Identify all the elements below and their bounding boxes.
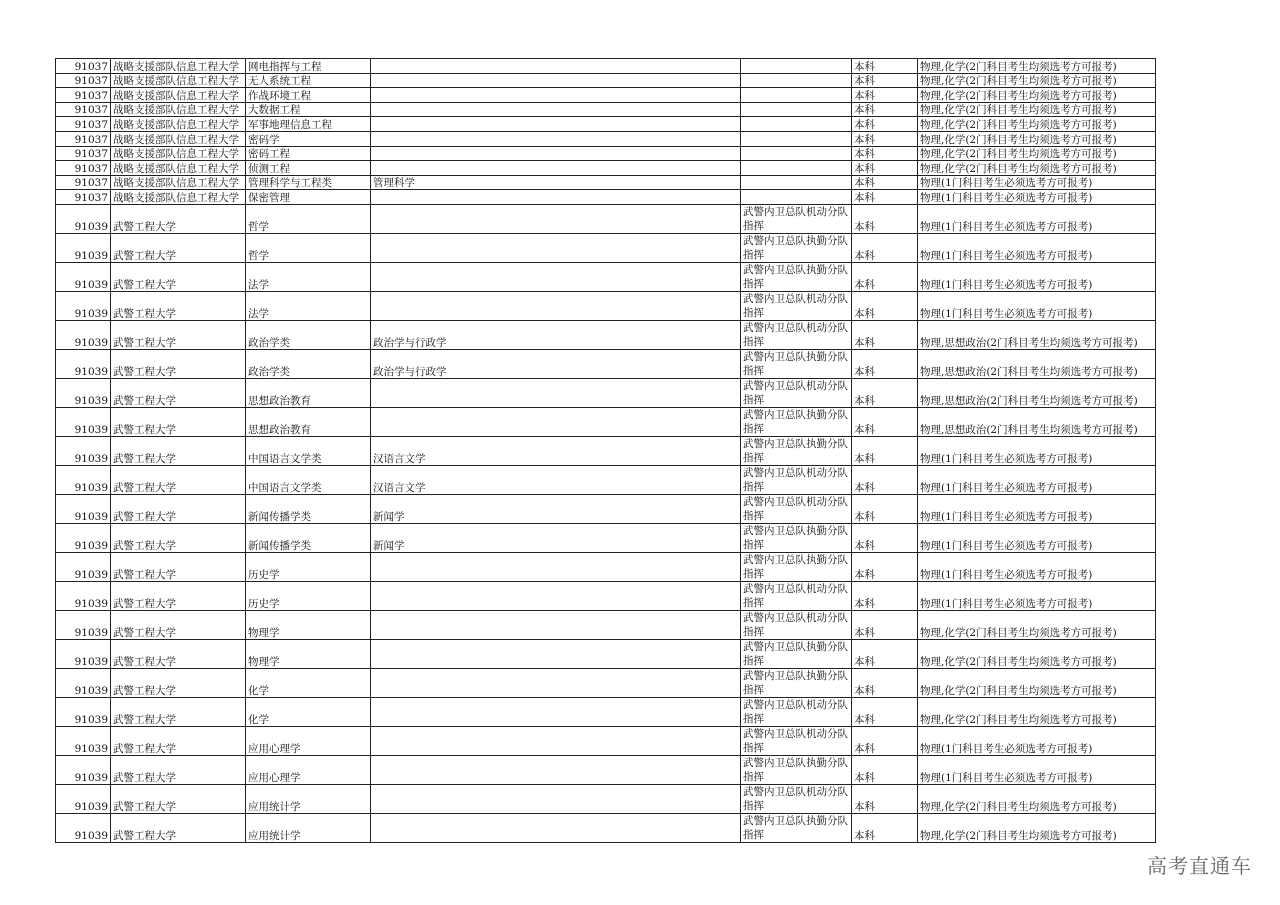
table-row (56, 726, 1156, 755)
requirement-cell: 物理(1门科目考生必须选考方可报考) (918, 436, 1156, 465)
level-cell: 本科 (852, 131, 918, 146)
requirement-cell: 物理(1门科目考生必须选考方可报考) (918, 552, 1156, 581)
requirement-cell: 物理,化学(2门科目考生均须选考方可报考) (918, 639, 1156, 668)
table-row (56, 233, 1156, 262)
table-row (56, 552, 1156, 581)
major-cell (371, 204, 741, 233)
table-row (56, 146, 1156, 161)
school-code-cell: 91037 (56, 73, 111, 88)
school-code-cell: 91039 (56, 610, 111, 639)
major-cell: 管理科学 (371, 175, 741, 190)
school-name-cell: 武警工程大学 (111, 378, 246, 407)
school-code-cell: 91039 (56, 204, 111, 233)
level-cell: 本科 (852, 233, 918, 262)
level-cell: 本科 (852, 523, 918, 552)
table-row (56, 639, 1156, 668)
unit-cell (741, 102, 852, 117)
school-code-cell: 91039 (56, 581, 111, 610)
school-code-cell: 91039 (56, 349, 111, 378)
level-cell: 本科 (852, 639, 918, 668)
major-cell (371, 697, 741, 726)
level-cell: 本科 (852, 378, 918, 407)
major-cell (371, 581, 741, 610)
table-row (56, 161, 1156, 176)
school-code-cell: 91039 (56, 262, 111, 291)
category-cell: 物理学 (246, 639, 371, 668)
school-code-cell: 91039 (56, 436, 111, 465)
unit-cell: 武警内卫总队机动分队指挥 (741, 320, 852, 349)
major-cell: 汉语言文学 (371, 436, 741, 465)
unit-cell: 武警内卫总队执勤分队指挥 (741, 407, 852, 436)
unit-cell (741, 131, 852, 146)
major-cell (371, 291, 741, 320)
school-name-cell: 战略支援部队信息工程大学 (111, 190, 246, 205)
requirement-cell: 物理(1门科目考生必须选考方可报考) (918, 233, 1156, 262)
level-cell: 本科 (852, 320, 918, 349)
major-cell (371, 813, 741, 842)
table-row (56, 349, 1156, 378)
category-cell: 政治学类 (246, 320, 371, 349)
major-cell (371, 668, 741, 697)
school-name-cell: 武警工程大学 (111, 349, 246, 378)
unit-cell: 武警内卫总队机动分队指挥 (741, 204, 852, 233)
major-cell (371, 117, 741, 132)
major-cell (371, 378, 741, 407)
category-cell: 无人系统工程 (246, 73, 371, 88)
category-cell: 密码学 (246, 131, 371, 146)
school-code-cell: 91039 (56, 552, 111, 581)
watermark-text: 高考直通车 (1147, 854, 1252, 878)
school-code-cell: 91039 (56, 813, 111, 842)
requirement-cell: 物理(1门科目考生必须选考方可报考) (918, 190, 1156, 205)
school-name-cell: 武警工程大学 (111, 610, 246, 639)
table-row (56, 378, 1156, 407)
requirement-cell: 物理,化学(2门科目考生均须选考方可报考) (918, 73, 1156, 88)
level-cell: 本科 (852, 407, 918, 436)
school-name-cell: 战略支援部队信息工程大学 (111, 88, 246, 103)
school-name-cell: 武警工程大学 (111, 436, 246, 465)
requirement-cell: 物理(1门科目考生必须选考方可报考) (918, 581, 1156, 610)
school-name-cell: 武警工程大学 (111, 784, 246, 813)
table-row (56, 813, 1156, 842)
unit-cell: 武警内卫总队执勤分队指挥 (741, 552, 852, 581)
category-cell: 网电指挥与工程 (246, 59, 371, 74)
table-row (56, 59, 1156, 74)
unit-cell: 武警内卫总队机动分队指挥 (741, 291, 852, 320)
requirement-cell: 物理,化学(2门科目考生均须选考方可报考) (918, 161, 1156, 176)
level-cell: 本科 (852, 117, 918, 132)
table-row (56, 204, 1156, 233)
school-name-cell: 武警工程大学 (111, 697, 246, 726)
school-name-cell: 战略支援部队信息工程大学 (111, 131, 246, 146)
admission-table (55, 58, 1156, 843)
school-name-cell: 武警工程大学 (111, 726, 246, 755)
category-cell: 化学 (246, 668, 371, 697)
category-cell: 哲学 (246, 233, 371, 262)
school-code-cell: 91037 (56, 59, 111, 74)
school-code-cell: 91039 (56, 668, 111, 697)
school-code-cell: 91037 (56, 88, 111, 103)
requirement-cell: 物理,化学(2门科目考生均须选考方可报考) (918, 59, 1156, 74)
table-row (56, 131, 1156, 146)
table-row (56, 102, 1156, 117)
requirement-cell: 物理,化学(2门科目考生均须选考方可报考) (918, 117, 1156, 132)
category-cell: 侦测工程 (246, 161, 371, 176)
school-code-cell: 91039 (56, 494, 111, 523)
table-row (56, 523, 1156, 552)
category-cell: 哲学 (246, 204, 371, 233)
school-code-cell: 91039 (56, 407, 111, 436)
level-cell: 本科 (852, 494, 918, 523)
category-cell: 化学 (246, 697, 371, 726)
table-row (56, 190, 1156, 205)
table-row (56, 610, 1156, 639)
category-cell: 军事地理信息工程 (246, 117, 371, 132)
category-cell: 密码工程 (246, 146, 371, 161)
requirement-cell: 物理,化学(2门科目考生均须选考方可报考) (918, 668, 1156, 697)
school-name-cell: 武警工程大学 (111, 407, 246, 436)
school-name-cell: 武警工程大学 (111, 581, 246, 610)
school-code-cell: 91037 (56, 190, 111, 205)
requirement-cell: 物理(1门科目考生必须选考方可报考) (918, 465, 1156, 494)
level-cell: 本科 (852, 161, 918, 176)
requirement-cell: 物理(1门科目考生必须选考方可报考) (918, 175, 1156, 190)
school-name-cell: 战略支援部队信息工程大学 (111, 175, 246, 190)
unit-cell (741, 146, 852, 161)
major-cell: 新闻学 (371, 523, 741, 552)
major-cell: 新闻学 (371, 494, 741, 523)
major-cell (371, 233, 741, 262)
unit-cell: 武警内卫总队执勤分队指挥 (741, 349, 852, 378)
table-row (56, 668, 1156, 697)
unit-cell: 武警内卫总队执勤分队指挥 (741, 436, 852, 465)
school-code-cell: 91039 (56, 378, 111, 407)
level-cell: 本科 (852, 436, 918, 465)
major-cell (371, 784, 741, 813)
school-name-cell: 武警工程大学 (111, 668, 246, 697)
school-name-cell: 武警工程大学 (111, 813, 246, 842)
category-cell: 法学 (246, 262, 371, 291)
table-row (56, 320, 1156, 349)
category-cell: 历史学 (246, 552, 371, 581)
school-code-cell: 91039 (56, 726, 111, 755)
level-cell: 本科 (852, 465, 918, 494)
category-cell: 新闻传播学类 (246, 494, 371, 523)
requirement-cell: 物理,思想政治(2门科目考生均须选考方可报考) (918, 349, 1156, 378)
unit-cell (741, 73, 852, 88)
category-cell: 法学 (246, 291, 371, 320)
school-code-cell: 91039 (56, 523, 111, 552)
table-row (56, 291, 1156, 320)
unit-cell (741, 161, 852, 176)
requirement-cell: 物理,化学(2门科目考生均须选考方可报考) (918, 102, 1156, 117)
category-cell: 物理学 (246, 610, 371, 639)
requirement-cell: 物理,化学(2门科目考生均须选考方可报考) (918, 88, 1156, 103)
level-cell: 本科 (852, 349, 918, 378)
category-cell: 应用心理学 (246, 726, 371, 755)
level-cell: 本科 (852, 204, 918, 233)
table-row (56, 88, 1156, 103)
unit-cell: 武警内卫总队执勤分队指挥 (741, 755, 852, 784)
major-cell (371, 161, 741, 176)
major-cell (371, 190, 741, 205)
school-name-cell: 武警工程大学 (111, 755, 246, 784)
major-cell (371, 73, 741, 88)
major-cell: 政治学与行政学 (371, 320, 741, 349)
table-row (56, 581, 1156, 610)
category-cell: 新闻传播学类 (246, 523, 371, 552)
unit-cell (741, 190, 852, 205)
unit-cell: 武警内卫总队机动分队指挥 (741, 494, 852, 523)
unit-cell: 武警内卫总队执勤分队指挥 (741, 262, 852, 291)
school-name-cell: 武警工程大学 (111, 494, 246, 523)
major-cell: 政治学与行政学 (371, 349, 741, 378)
level-cell: 本科 (852, 668, 918, 697)
unit-cell: 武警内卫总队执勤分队指挥 (741, 668, 852, 697)
level-cell: 本科 (852, 146, 918, 161)
requirement-cell: 物理,化学(2门科目考生均须选考方可报考) (918, 146, 1156, 161)
table-row (56, 755, 1156, 784)
school-code-cell: 91037 (56, 117, 111, 132)
requirement-cell: 物理,思想政治(2门科目考生均须选考方可报考) (918, 378, 1156, 407)
level-cell: 本科 (852, 59, 918, 74)
unit-cell (741, 117, 852, 132)
school-code-cell: 91039 (56, 784, 111, 813)
unit-cell: 武警内卫总队机动分队指挥 (741, 726, 852, 755)
level-cell: 本科 (852, 175, 918, 190)
school-code-cell: 91039 (56, 465, 111, 494)
category-cell: 保密管理 (246, 190, 371, 205)
major-cell (371, 552, 741, 581)
requirement-cell: 物理,化学(2门科目考生均须选考方可报考) (918, 813, 1156, 842)
unit-cell: 武警内卫总队机动分队指挥 (741, 581, 852, 610)
category-cell: 中国语言文学类 (246, 465, 371, 494)
major-cell (371, 102, 741, 117)
unit-cell: 武警内卫总队执勤分队指挥 (741, 233, 852, 262)
school-code-cell: 91037 (56, 131, 111, 146)
level-cell: 本科 (852, 190, 918, 205)
school-name-cell: 武警工程大学 (111, 204, 246, 233)
major-cell (371, 407, 741, 436)
category-cell: 应用统计学 (246, 784, 371, 813)
category-cell: 政治学类 (246, 349, 371, 378)
requirement-cell: 物理(1门科目考生必须选考方可报考) (918, 291, 1156, 320)
major-cell (371, 639, 741, 668)
requirement-cell: 物理,化学(2门科目考生均须选考方可报考) (918, 697, 1156, 726)
unit-cell (741, 59, 852, 74)
table-row (56, 73, 1156, 88)
major-cell (371, 610, 741, 639)
requirement-cell: 物理(1门科目考生必须选考方可报考) (918, 494, 1156, 523)
category-cell: 中国语言文学类 (246, 436, 371, 465)
level-cell: 本科 (852, 784, 918, 813)
table-body (56, 59, 1156, 843)
school-name-cell: 武警工程大学 (111, 523, 246, 552)
school-name-cell: 战略支援部队信息工程大学 (111, 117, 246, 132)
level-cell: 本科 (852, 552, 918, 581)
school-code-cell: 91039 (56, 755, 111, 784)
unit-cell: 武警内卫总队执勤分队指挥 (741, 639, 852, 668)
major-cell (371, 726, 741, 755)
table-row (56, 784, 1156, 813)
school-code-cell: 91037 (56, 161, 111, 176)
school-code-cell: 91039 (56, 639, 111, 668)
category-cell: 思想政治教育 (246, 378, 371, 407)
unit-cell: 武警内卫总队机动分队指挥 (741, 697, 852, 726)
school-name-cell: 战略支援部队信息工程大学 (111, 161, 246, 176)
school-name-cell: 武警工程大学 (111, 465, 246, 494)
school-code-cell: 91037 (56, 146, 111, 161)
requirement-cell: 物理(1门科目考生必须选考方可报考) (918, 204, 1156, 233)
major-cell (371, 146, 741, 161)
table-row (56, 494, 1156, 523)
table-row (56, 175, 1156, 190)
category-cell: 历史学 (246, 581, 371, 610)
category-cell: 大数据工程 (246, 102, 371, 117)
category-cell: 作战环境工程 (246, 88, 371, 103)
school-name-cell: 战略支援部队信息工程大学 (111, 102, 246, 117)
level-cell: 本科 (852, 610, 918, 639)
level-cell: 本科 (852, 697, 918, 726)
school-name-cell: 武警工程大学 (111, 639, 246, 668)
school-code-cell: 91039 (56, 291, 111, 320)
level-cell: 本科 (852, 291, 918, 320)
major-cell: 汉语言文学 (371, 465, 741, 494)
unit-cell: 武警内卫总队机动分队指挥 (741, 610, 852, 639)
major-cell (371, 88, 741, 103)
category-cell: 应用心理学 (246, 755, 371, 784)
school-code-cell: 91039 (56, 233, 111, 262)
requirement-cell: 物理,化学(2门科目考生均须选考方可报考) (918, 131, 1156, 146)
major-cell (371, 59, 741, 74)
school-name-cell: 战略支援部队信息工程大学 (111, 59, 246, 74)
unit-cell (741, 175, 852, 190)
level-cell: 本科 (852, 88, 918, 103)
level-cell: 本科 (852, 726, 918, 755)
category-cell: 思想政治教育 (246, 407, 371, 436)
table-row (56, 407, 1156, 436)
school-code-cell: 91037 (56, 102, 111, 117)
major-cell (371, 262, 741, 291)
school-code-cell: 91037 (56, 175, 111, 190)
level-cell: 本科 (852, 73, 918, 88)
table-row (56, 465, 1156, 494)
requirement-cell: 物理,思想政治(2门科目考生均须选考方可报考) (918, 320, 1156, 349)
table-row (56, 262, 1156, 291)
major-cell (371, 755, 741, 784)
unit-cell: 武警内卫总队机动分队指挥 (741, 784, 852, 813)
unit-cell: 武警内卫总队执勤分队指挥 (741, 523, 852, 552)
table-row (56, 697, 1156, 726)
unit-cell: 武警内卫总队机动分队指挥 (741, 465, 852, 494)
requirement-cell: 物理,思想政治(2门科目考生均须选考方可报考) (918, 407, 1156, 436)
school-name-cell: 战略支援部队信息工程大学 (111, 146, 246, 161)
requirement-cell: 物理(1门科目考生必须选考方可报考) (918, 523, 1156, 552)
level-cell: 本科 (852, 262, 918, 291)
table-row (56, 436, 1156, 465)
table-row (56, 117, 1156, 132)
requirement-cell: 物理,化学(2门科目考生均须选考方可报考) (918, 784, 1156, 813)
requirement-cell: 物理(1门科目考生必须选考方可报考) (918, 726, 1156, 755)
school-name-cell: 武警工程大学 (111, 291, 246, 320)
school-name-cell: 武警工程大学 (111, 233, 246, 262)
school-name-cell: 战略支援部队信息工程大学 (111, 73, 246, 88)
school-code-cell: 91039 (56, 320, 111, 349)
major-cell (371, 131, 741, 146)
school-code-cell: 91039 (56, 697, 111, 726)
category-cell: 应用统计学 (246, 813, 371, 842)
school-name-cell: 武警工程大学 (111, 262, 246, 291)
level-cell: 本科 (852, 102, 918, 117)
level-cell: 本科 (852, 755, 918, 784)
school-name-cell: 武警工程大学 (111, 552, 246, 581)
level-cell: 本科 (852, 813, 918, 842)
requirement-cell: 物理(1门科目考生必须选考方可报考) (918, 262, 1156, 291)
unit-cell: 武警内卫总队机动分队指挥 (741, 378, 852, 407)
level-cell: 本科 (852, 581, 918, 610)
requirement-cell: 物理,化学(2门科目考生均须选考方可报考) (918, 610, 1156, 639)
unit-cell: 武警内卫总队执勤分队指挥 (741, 813, 852, 842)
unit-cell (741, 88, 852, 103)
category-cell: 管理科学与工程类 (246, 175, 371, 190)
requirement-cell: 物理(1门科目考生必须选考方可报考) (918, 755, 1156, 784)
school-name-cell: 武警工程大学 (111, 320, 246, 349)
